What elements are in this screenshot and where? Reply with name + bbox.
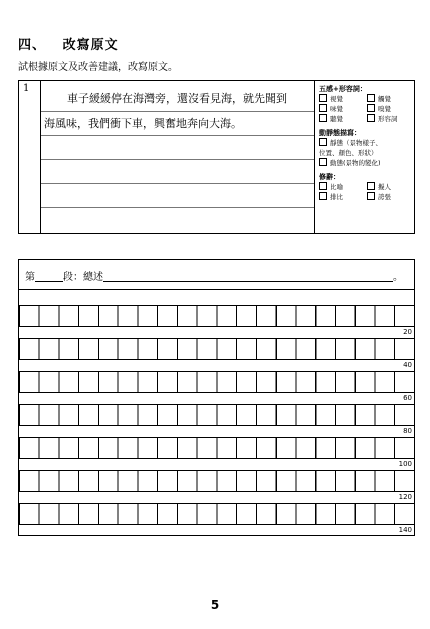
summary-end: 。 [393, 272, 403, 283]
summary-blank[interactable] [103, 271, 393, 282]
separator [19, 289, 414, 290]
checkbox-icon [367, 182, 375, 190]
checkbox-icon [319, 192, 327, 200]
word-count-60: 60 [403, 394, 412, 402]
checkbox-icon [319, 104, 327, 112]
section-number: 四、 [18, 38, 47, 53]
checkbox-icon [367, 104, 375, 112]
writing-grid-row[interactable] [19, 371, 414, 393]
checkbox-icon [367, 192, 375, 200]
writing-grid-row[interactable] [19, 437, 414, 459]
checkbox-taste[interactable]: 味覺 [319, 104, 367, 114]
writing-grid-row[interactable] [19, 470, 414, 492]
passage-line-2: 海風味，我們衝下車，興奮地奔向大海。 [44, 117, 242, 130]
word-count-140: 140 [398, 526, 412, 534]
passage-rule [41, 135, 314, 136]
checkbox-sight[interactable]: 視覺 [319, 94, 367, 104]
writing-grid-row[interactable] [19, 305, 414, 327]
checkbox-personification[interactable]: 擬人 [367, 182, 415, 192]
paragraph-number-blank[interactable] [35, 271, 63, 282]
description-header: 動靜態描寫： [319, 129, 361, 137]
checkbox-smell[interactable]: 嗅覺 [367, 104, 415, 114]
hints-panel [315, 81, 415, 233]
passage-area [41, 81, 315, 233]
instruction-text: 試根據原文及改善建議，改寫原文。 [18, 62, 178, 73]
checkbox-icon [319, 182, 327, 190]
checkbox-icon [319, 114, 327, 122]
word-count-20: 20 [403, 328, 412, 336]
checkbox-icon [319, 158, 327, 166]
section-title [18, 34, 119, 53]
writing-box [18, 259, 415, 536]
checkbox-icon [367, 94, 375, 102]
checkbox-icon [367, 114, 375, 122]
passage-rule [41, 159, 314, 160]
checkbox-hearing[interactable]: 聽覺 [319, 114, 367, 124]
checkbox-exaggeration[interactable]: 誇張 [367, 192, 415, 202]
rhetoric-header: 修辭： [319, 173, 340, 181]
checkbox-parallelism[interactable]: 排比 [319, 192, 367, 202]
checkbox-icon [319, 94, 327, 102]
checkbox-metaphor[interactable]: 比喻 [319, 182, 367, 192]
writing-grid-row[interactable] [19, 338, 414, 360]
summary-middle: 段：總述 [63, 272, 103, 283]
summary-prefix: 第 [25, 272, 35, 283]
checkbox-touch[interactable]: 觸覺 [367, 94, 415, 104]
checkbox-adjective[interactable]: 形容詞 [367, 114, 415, 124]
word-count-80: 80 [403, 427, 412, 435]
checkbox-dynamic[interactable]: 動態(景物的變化) [319, 158, 415, 168]
summary-line [25, 268, 403, 283]
passage-rule [41, 207, 314, 208]
page-number: 5 [210, 598, 220, 612]
writing-grid-row[interactable] [19, 503, 414, 525]
passage-rule [41, 183, 314, 184]
checkbox-static[interactable]: 靜態（景物樣子、 [319, 138, 415, 148]
section-heading: 改寫原文 [62, 38, 119, 53]
word-count-120: 120 [398, 493, 412, 501]
passage-rule [41, 111, 314, 112]
row-number: 1 [19, 81, 41, 233]
original-text-box [18, 80, 415, 234]
senses-header: 五感+形容詞： [319, 85, 367, 93]
checkbox-icon [319, 138, 327, 146]
static-desc-cont: 位置、顏色、形狀） [319, 149, 378, 157]
passage-line-1: 車子緩緩停在海灣旁，還沒看見海，就先聞到 [67, 92, 287, 105]
word-count-40: 40 [403, 361, 412, 369]
writing-grid-row[interactable] [19, 404, 414, 426]
word-count-100: 100 [398, 460, 412, 468]
